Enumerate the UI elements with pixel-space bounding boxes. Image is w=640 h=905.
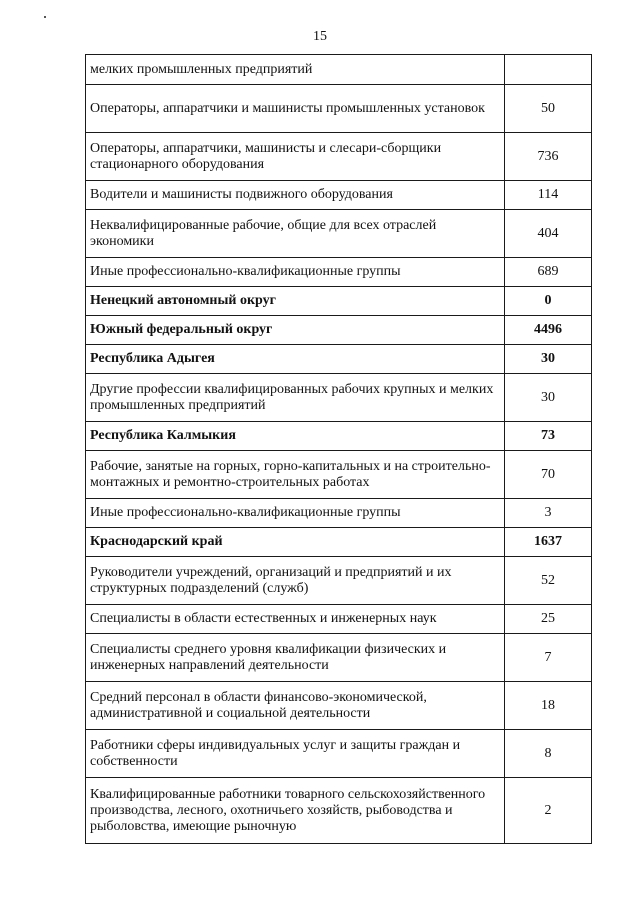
row-label: Ненецкий автономный округ bbox=[86, 287, 505, 316]
row-value: 7 bbox=[505, 634, 592, 682]
row-value: 50 bbox=[505, 85, 592, 133]
row-value: 0 bbox=[505, 287, 592, 316]
row-label: Республика Адыгея bbox=[86, 345, 505, 374]
row-value: 18 bbox=[505, 682, 592, 730]
occupation-table bbox=[85, 54, 592, 844]
table-row bbox=[86, 422, 592, 451]
table-row bbox=[86, 258, 592, 287]
table-row bbox=[86, 730, 592, 778]
row-label: Республика Калмыкия bbox=[86, 422, 505, 451]
row-label: Неквалифицированные рабочие, общие для всех отраслей экономики bbox=[86, 210, 505, 258]
row-label: Иные профессионально-квалификационные группы bbox=[86, 499, 505, 528]
row-value: 114 bbox=[505, 181, 592, 210]
row-value: 25 bbox=[505, 605, 592, 634]
row-label: Специалисты в области естественных и инженерных наук bbox=[86, 605, 505, 634]
row-label: Специалисты среднего уровня квалификации физических и инженерных направлений деятельности bbox=[86, 634, 505, 682]
row-label: Иные профессионально-квалификационные группы bbox=[86, 258, 505, 287]
table-row bbox=[86, 85, 592, 133]
row-label: Средний персонал в области финансово-экономической, административной и социальной деятельности bbox=[86, 682, 505, 730]
row-label: Работники сферы индивидуальных услуг и защиты граждан и собственности bbox=[86, 730, 505, 778]
row-label: Операторы, аппаратчики и машинисты промышленных установок bbox=[86, 85, 505, 133]
table-row bbox=[86, 55, 592, 85]
table-row bbox=[86, 557, 592, 605]
page-number: 15 bbox=[313, 29, 327, 44]
row-label: Операторы, аппаратчики, машинисты и слесари-сборщики стационарного оборудования bbox=[86, 133, 505, 181]
row-value: 4496 bbox=[505, 316, 592, 345]
row-value: 3 bbox=[505, 499, 592, 528]
table-row bbox=[86, 316, 592, 345]
row-value: 1637 bbox=[505, 528, 592, 557]
row-value: 404 bbox=[505, 210, 592, 258]
table-row bbox=[86, 345, 592, 374]
table-row bbox=[86, 778, 592, 844]
table-row bbox=[86, 634, 592, 682]
row-value: 8 bbox=[505, 730, 592, 778]
row-value: 736 bbox=[505, 133, 592, 181]
table-row bbox=[86, 528, 592, 557]
row-label: Южный федеральный округ bbox=[86, 316, 505, 345]
row-label: Руководители учреждений, организаций и предприятий и их структурных подразделений (служб) bbox=[86, 557, 505, 605]
table-row bbox=[86, 374, 592, 422]
row-value: 689 bbox=[505, 258, 592, 287]
row-label: Квалифицированные работники товарного сельскохозяйственного производства, лесного, охотничьего хозяйств, рыбоводства и рыболовства, имеющие рыночную bbox=[86, 778, 505, 844]
row-value: 70 bbox=[505, 451, 592, 499]
row-value: 30 bbox=[505, 374, 592, 422]
table-row bbox=[86, 181, 592, 210]
table-row bbox=[86, 451, 592, 499]
row-value: 2 bbox=[505, 778, 592, 844]
row-label: мелких промышленных предприятий bbox=[86, 55, 505, 85]
row-label: Другие профессии квалифицированных рабочих крупных и мелких промышленных предприятий bbox=[86, 374, 505, 422]
scan-mark bbox=[44, 16, 46, 18]
table-row bbox=[86, 210, 592, 258]
row-label: Краснодарский край bbox=[86, 528, 505, 557]
row-label: Водители и машинисты подвижного оборудования bbox=[86, 181, 505, 210]
table-row bbox=[86, 133, 592, 181]
table-row bbox=[86, 682, 592, 730]
table-row bbox=[86, 605, 592, 634]
table-row bbox=[86, 287, 592, 316]
row-value: 30 bbox=[505, 345, 592, 374]
row-value: 52 bbox=[505, 557, 592, 605]
row-value: 73 bbox=[505, 422, 592, 451]
table-body bbox=[86, 55, 592, 844]
row-value bbox=[505, 55, 592, 85]
table-row bbox=[86, 499, 592, 528]
row-label: Рабочие, занятые на горных, горно-капитальных и на строительно-монтажных и ремонтно-строительных работах bbox=[86, 451, 505, 499]
